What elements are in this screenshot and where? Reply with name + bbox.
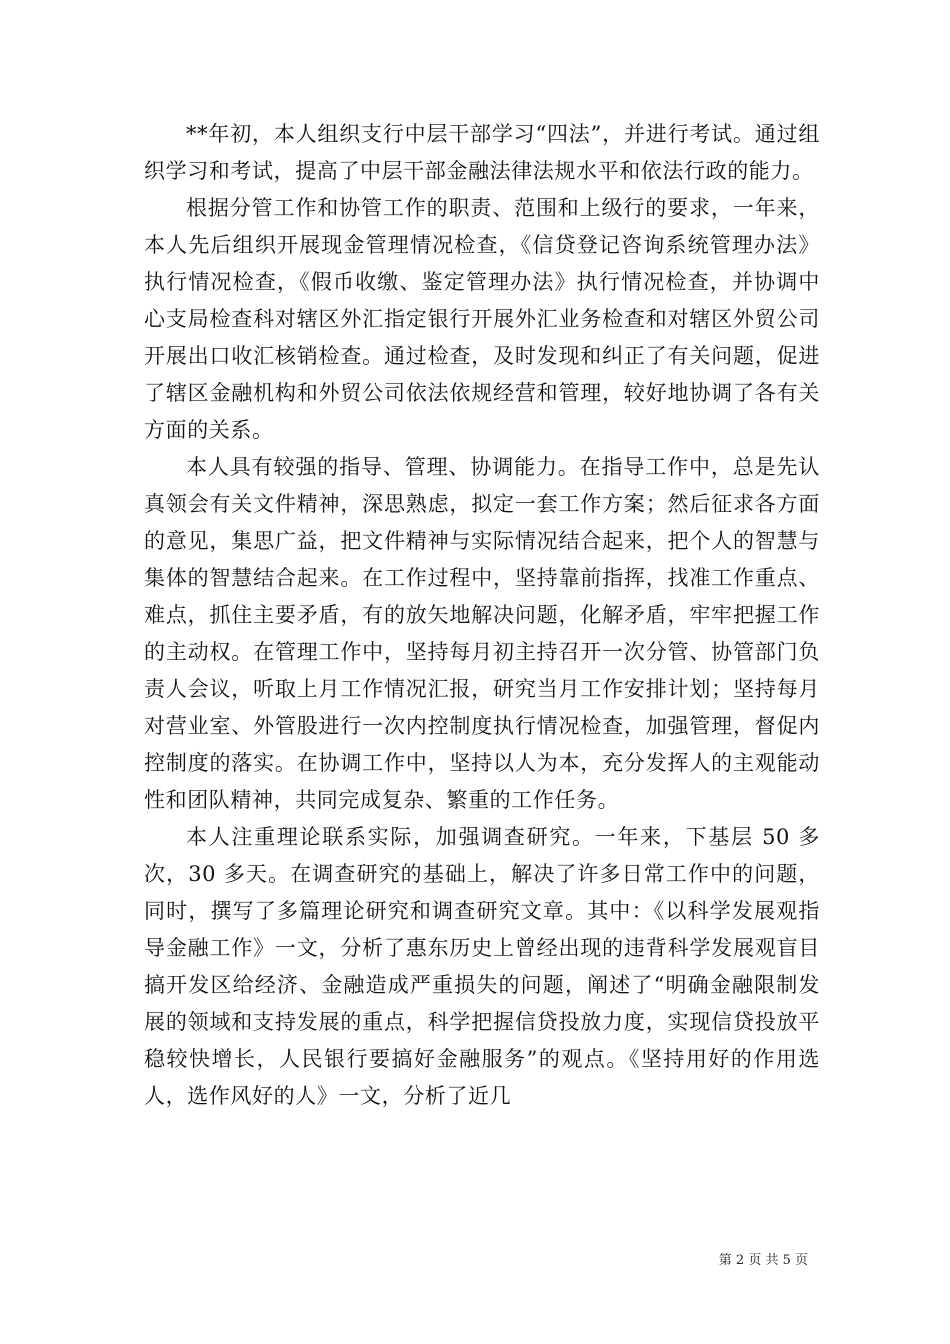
paragraph: 本人注重理论联系实际，加强调查研究。一年来，下基层 50 多次，30 多天。在调查研究的基础上，解决了许多日常工作中的问题，同时，撰写了多篇理论研究和调查研究文章。其中：《以科学发展观指导金融工作》一文，分析了惠东历史上曾经出现的违背科学发展观盲目搞开发区给经济、金融造成严重损失的问题，阐述了“明确金融限制发展的领域和支持发展的重点，科学把握信贷投放力度，实现信贷投放平稳较快增长，人民银行要搞好金融服务”的观点。《坚持用好的作用选人，选作风好的人》一文，分析了近几	[144, 825, 820, 1108]
paragraph: 根据分管工作和协管工作的职责、范围和上级行的要求，一年来，本人先后组织开展现金管理情况检查，《信贷登记咨询系统管理办法》执行情况检查，《假币收缴、鉴定管理办法》执行情况检查，并协调中心支局检查科对辖区外汇指定银行开展外汇业务检查和对辖区外贸公司开展出口收汇核销检查。通过检查，及时发现和纠正了有关问题，促进了辖区金融机构和外贸公司依法依规经营和管理，较好地协调了各有关方面的关系。	[144, 196, 820, 442]
page-number: 第 2 页 共 5 页	[718, 1253, 808, 1268]
paragraph: **年初，本人组织支行中层干部学习“四法”，并进行考试。通过组织学习和考试，提高了中层干部金融法律法规水平和依法行政的能力。	[144, 122, 820, 183]
document-body	[144, 116, 820, 1115]
paragraph: 本人具有较强的指导、管理、协调能力。在指导工作中，总是先认真领会有关文件精神，深思熟虑，拟定一套工作方案；然后征求各方面的意见，集思广益，把文件精神与实际情况结合起来，把个人的智慧与集体的智慧结合起来。在工作过程中，坚持靠前指挥，找准工作重点、难点，抓住主要矛盾，有的放矢地解决问题，化解矛盾，牢牢把握工作的主动权。在管理工作中，坚持每月初主持召开一次分管、协管部门负责人会议，听取上月工作情况汇报，研究当月工作安排计划；坚持每月对营业室、外管股进行一次内控制度执行情况检查，加强管理，督促内控制度的落实。在协调工作中，坚持以人为本，充分发挥人的主观能动性和团队精神，共同完成复杂、繁重的工作任务。	[144, 455, 820, 812]
